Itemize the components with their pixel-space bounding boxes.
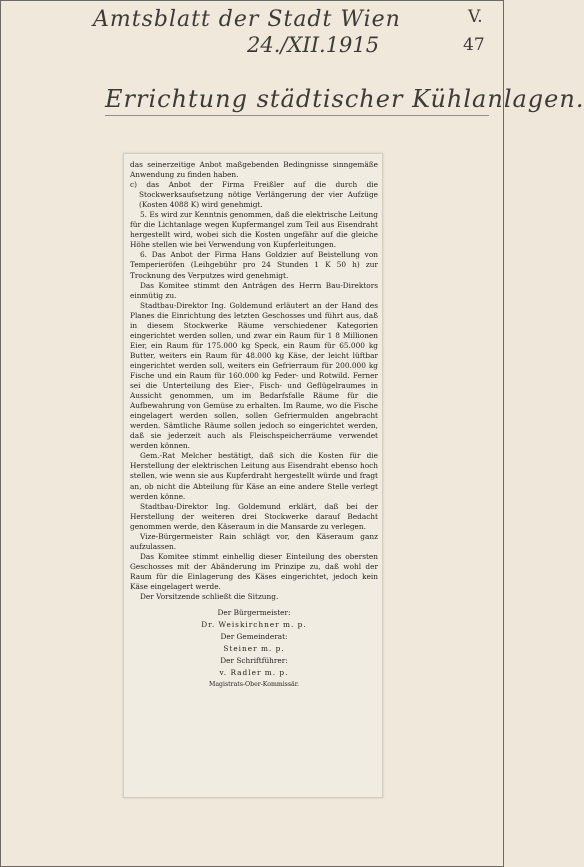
clipping-paragraph: Stadtbau-Direktor Ing. Goldemund erklärt, daß bei der Herstellung der weiteren drei Stockwerke darauf Bedacht genommen werde, den Käseraum in die Mansarde zu verlegen.: [130, 501, 378, 531]
secretary-role: Magistrats-Ober-Kommissär.: [209, 681, 299, 689]
clipping-paragraph: das seinerzeitige Anbot maßgebenden Bedingnisse sinngemäße Anwendung zu finden haben.: [130, 160, 378, 180]
clipping-paragraph: 5. Es wird zur Kenntnis genommen, daß die elektrische Leitung für die Lichtanlage wegen Kupfermangel zum Teil aus Eisendraht hergestellt wird, wobei sich die Kosten ungefähr auf die gleiche Höhe stellen wie bei Verwendung von Kupferleitungen.: [130, 210, 378, 250]
handwritten-source-title: Amtsblatt der Stadt Wien: [93, 7, 401, 32]
clipping-paragraph: Stadtbau-Direktor Ing. Goldemund erläutert an der Hand des Planes die Einrichtung des letzten Geschosses und führt aus, daß in diesem Stockwerke Räume verschiedener Kategorien eingerichtet werden sollen, und zwar ein Raum für 1 8 Millionen Eier, ein Raum für 175.000 kg Speck, ein Raum für 65.000 kg Butter, weiters ein Raum für 48.000 kg Käse, der leicht lüftbar eingerichtet werden soll, weiters ein Gefrierraum für 200.000 kg Fische und ein Raum für 160.000 kg Feder- und Rotwild. Ferner sei die Unterteilung des Eier-, Fisch- und Geflügelraumes in Aussicht genommen, um im Bedarfsfalle Räume für die Aufbewahrung von Gemüse zu erhalten. Im Raume, wo die Fische eingelagert werden sollen, sollen Gefriermulden angebracht werden. Sämtliche Räume sollen jedoch so eingerichtet werden, daß sie jederzeit auch als Fleischspeicherräume verwendet werden können.: [130, 300, 378, 451]
page-number: 47: [463, 35, 485, 55]
mayor-name: Dr. Weiskirchner m. p.: [201, 620, 307, 630]
mayor-title: Der Bürgermeister:: [217, 608, 291, 618]
folio-mark: V.: [468, 7, 483, 27]
secretary-name: v. Radler m. p.: [219, 668, 289, 678]
clipping-paragraph: Das Komitee stimmt einhellig dieser Einteilung des obersten Geschosses mit der Abänderung im Prinzipe zu, daß wohl der Raum für die Einlagerung des Käses eingerichtet, jedoch kein Käse eingelagert werde.: [130, 551, 378, 591]
councillor-title: Der Gemeinderat:: [220, 632, 288, 642]
clipping-paragraph: Gem.-Rat Melcher bestätigt, daß sich die Kosten für die Herstellung der elektrischen Leitung aus Eisendraht ebenso hoch stellen, wie wenn sie aus Kupferdraht hergestellt würde und fragt an, ob nicht die Abteilung für Käse an eine andere Stelle verlegt werden könne.: [130, 451, 378, 501]
councillor-name: Steiner m. p.: [223, 644, 285, 654]
signature-block: [130, 608, 378, 690]
subject-underline: [105, 115, 489, 116]
handwritten-subject: Errichtung städtischer Kühlanlagen.: [105, 85, 584, 113]
clipping-paragraph: 6. Das Anbot der Firma Hans Goldzier auf Beistellung von Temperieröfen (Leihgebühr pro 24 Stunden 1 K 50 h) zur Trocknung des Verputzes wird genehmigt.: [130, 250, 378, 280]
clipping-body: [130, 160, 378, 602]
clipping-paragraph: Vize-Bürgermeister Rain schlägt vor, den Käseraum ganz aufzulassen.: [130, 531, 378, 551]
clipping-paragraph: Das Komitee stimmt den Anträgen des Herrn Bau-Direktors einmütig zu.: [130, 280, 378, 300]
handwritten-date: 24./XII.1915: [247, 33, 380, 57]
clipping-paragraph: c) das Anbot der Firma Freißler auf die durch die Stockwerksaufsetzung nötige Verlängerung der vier Aufzüge (Kosten 4088 K) wird genehmigt.: [130, 180, 378, 210]
newspaper-clipping: [123, 153, 383, 798]
clipping-paragraph: Der Vorsitzende schließt die Sitzung.: [140, 592, 279, 602]
secretary-title: Der Schriftführer:: [220, 656, 288, 666]
